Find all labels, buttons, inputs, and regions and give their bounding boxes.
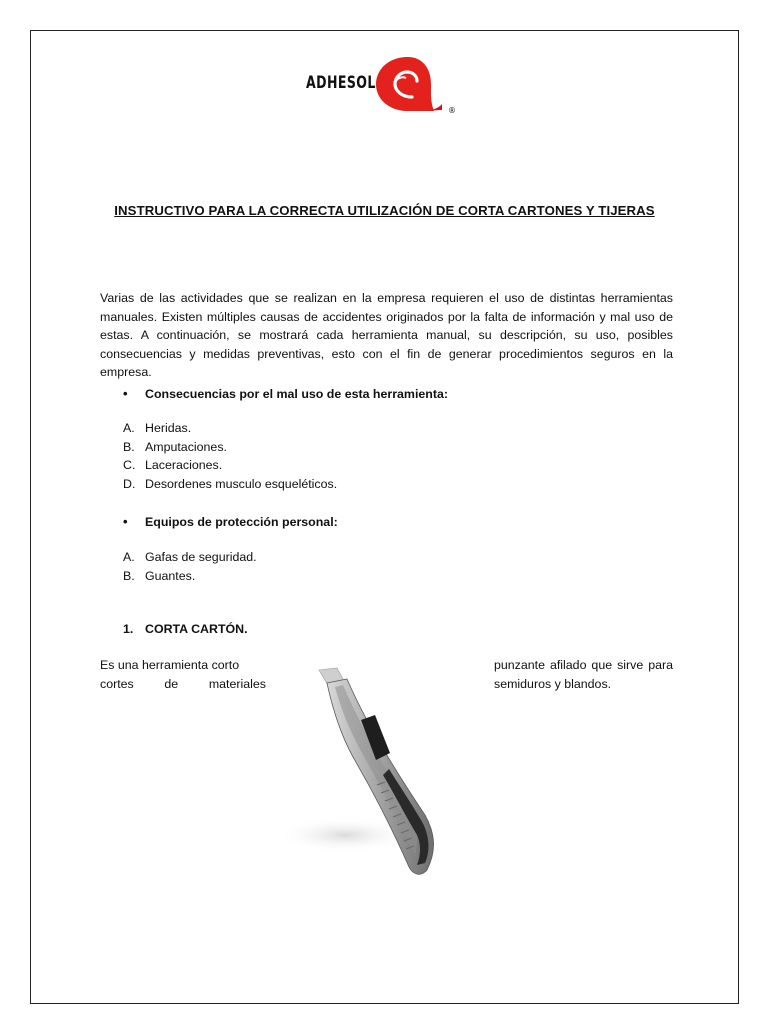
adhesol-logo <box>306 54 466 116</box>
list-item: A. Gafas de seguridad. <box>123 550 257 564</box>
list-item: B. Amputaciones. <box>123 439 227 454</box>
list-item: B. Guantes. <box>123 568 196 583</box>
intro-paragraph: Varias de las actividades que se realizan en la empresa requieren el uso de distintas herramientas manuales. Existen múltiples causas de accidentes originados por la falta de información y mal uso de estas. A continuación, se mostrará cada herramienta manual, su descripción, su uso, posibles consecuencias y medidas preventivas, esto con el fin de generar procedimientos seguros en la empresa. <box>100 291 673 380</box>
svg-text:®: ® <box>448 106 456 114</box>
section-heading <box>123 622 248 636</box>
description-left <box>100 656 266 694</box>
desc-line: cortes de materiales <box>100 677 266 691</box>
list-item: D. Desordenes musculo esqueléticos. <box>123 476 338 491</box>
description-right <box>494 656 673 694</box>
consequences-heading-text: Consecuencias por el mal uso de esta herramienta: <box>145 387 448 401</box>
ppe-heading <box>123 514 338 529</box>
desc-line: punzante afilado que sirve para <box>494 658 673 672</box>
section-number: 1. <box>123 622 134 636</box>
box-cutter-image <box>275 665 450 880</box>
bullet-dot-icon: • <box>123 386 128 401</box>
consequences-list <box>123 419 337 493</box>
ppe-heading-text: Equipos de protección personal: <box>145 515 338 529</box>
logo-wordmark: ADHESOL <box>306 73 376 93</box>
desc-line: Es una herramienta corto <box>100 658 240 672</box>
section-title: CORTA CARTÓN. <box>145 622 248 636</box>
list-item: C. Laceraciones. <box>123 458 223 473</box>
list-item: A. Heridas. <box>123 421 192 435</box>
ppe-list <box>123 548 257 585</box>
bullet-dot-icon: • <box>123 514 128 529</box>
adhesol-logo-mark-icon <box>372 54 458 114</box>
consequences-heading <box>123 386 448 401</box>
desc-line: semiduros y blandos. <box>494 677 612 691</box>
document-title: INSTRUCTIVO PARA LA CORRECTA UTILIZACIÓN DE CORTA CARTONES Y TIJERAS <box>114 203 655 218</box>
